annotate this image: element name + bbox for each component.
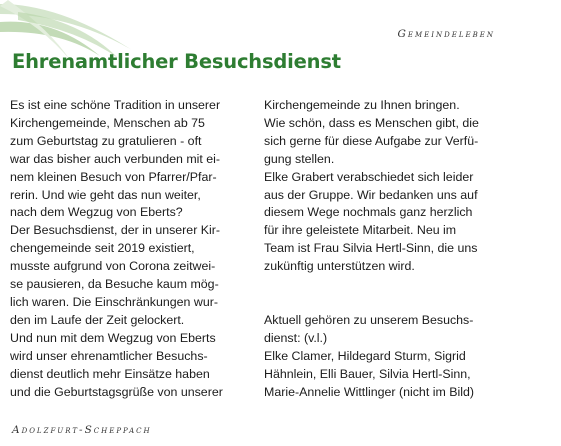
text-line: und die Geburtstagsgrüße von unserer	[10, 384, 223, 399]
text-line: Hähnlein, Elli Bauer, Silvia Hertl-Sinn,	[264, 366, 471, 381]
text-line: dienst deutlich mehr Einsätze haben	[10, 366, 210, 381]
text-line: nach dem Wegzug von Eberts?	[10, 205, 183, 220]
text-line: lich waren. Die Einschränkungen wur-	[10, 294, 218, 309]
text-line: rerin. Und wie geht das nun weiter,	[10, 187, 201, 202]
text-line: nem kleinen Besuch von Pfarrer/Pfar-	[10, 169, 217, 184]
text-line: gung stellen.	[264, 151, 335, 166]
text-line: wird unser ehrenamtlicher Besuchs-	[10, 348, 208, 363]
text-line: für ihre geleistete Mitarbeit. Neu im	[264, 223, 457, 238]
text-line: sich gerne für diese Aufgabe zur Verfü-	[264, 133, 479, 148]
text-line: Aktuell gehören zu unserem Besuchs-	[264, 313, 474, 328]
text-line: zum Geburtstag zu gratulieren - oft	[10, 133, 202, 148]
footer-parish-name: Adolzfurt-Scheppach	[12, 424, 152, 436]
article-title: Ehrenamtlicher Besuchsdienst	[12, 50, 341, 73]
text-line: Wie schön, dass es Menschen gibt, die	[264, 115, 479, 130]
text-line: se pausieren, da Besuche kaum mög-	[10, 277, 219, 292]
text-line: war das bisher auch verbunden mit ei-	[10, 151, 221, 166]
text-line: diesem Wege nochmals ganz herzlich	[264, 205, 473, 220]
text-line: Marie-Annelie Wittlinger (nicht im Bild)	[264, 384, 475, 399]
text-line: Und nun mit dem Wegzug von Eberts	[10, 330, 216, 345]
section-label: Gemeindeleben	[397, 28, 495, 40]
text-line: Es ist eine schöne Tradition in unserer	[10, 98, 221, 112]
text-line: zukünftig unterstützen wird.	[264, 259, 415, 274]
text-line: musste aufgrund von Corona zeitwei-	[10, 259, 216, 274]
text-line: Kirchengemeinde, Menschen ab 75	[10, 115, 205, 130]
left-column	[10, 97, 246, 401]
text-line: aus der Gruppe. Wir bedanken uns auf	[264, 187, 478, 202]
text-line: dienst: (v.l.)	[264, 330, 328, 345]
text-line: den im Laufe der Zeit gelockert.	[10, 312, 185, 327]
text-line: chengemeinde seit 2019 existiert,	[10, 241, 195, 256]
text-line: Elke Grabert verabschiedet sich leider	[264, 169, 474, 184]
right-column	[264, 97, 500, 402]
paragraph-gap	[264, 276, 500, 312]
text-line: Elke Clamer, Hildegard Sturm, Sigrid	[264, 348, 466, 363]
text-line: Der Besuchsdienst, der in unserer Kir-	[10, 223, 221, 238]
text-line: Kirchengemeinde zu Ihnen bringen.	[264, 98, 460, 112]
text-line: Team ist Frau Silvia Hertl-Sinn, die uns	[264, 241, 478, 256]
